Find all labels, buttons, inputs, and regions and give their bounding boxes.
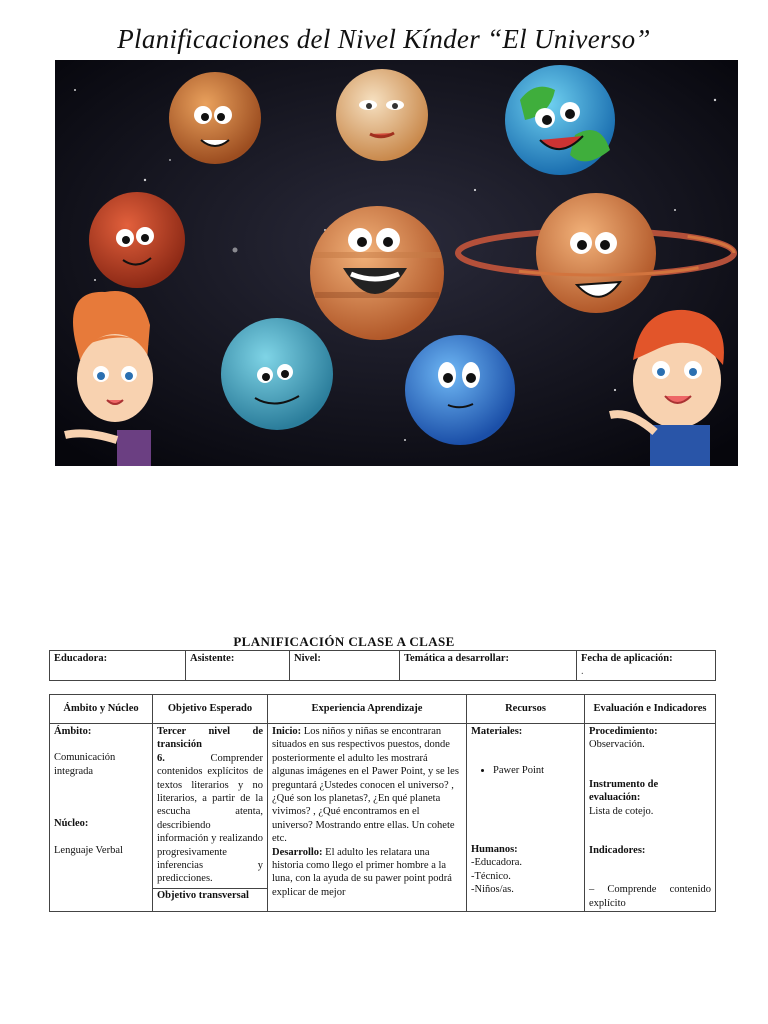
header-ambito: Ámbito y Núcleo [50, 695, 153, 724]
humanos-item: -Técnico. [471, 870, 511, 882]
ambito-label: Ámbito: [54, 726, 92, 737]
planet-earth-icon [505, 65, 615, 175]
material-item: • Pawer Point [493, 764, 580, 777]
objetivo-cell [153, 724, 268, 912]
instrumento-label: Instrumento de evaluación: [589, 778, 659, 804]
humanos-item: -Niños/as. [471, 884, 514, 896]
tematica-label: Temática a desarrollar: [404, 653, 509, 664]
objetivo-level: Tercer nivel de transición [157, 726, 263, 751]
banner-image [55, 60, 738, 466]
procedimiento-label: Procedimiento: [589, 726, 658, 737]
educadora-label: Educadora: [54, 653, 108, 664]
fecha-value: . [581, 666, 584, 678]
materiales-list [471, 764, 580, 777]
sheet-title: PLANIFICACIÓN CLASE A CLASE [233, 634, 455, 649]
planning-table [49, 694, 716, 912]
desarrollo-label: Desarrollo: [272, 846, 323, 858]
humanos-item: -Educadora. [471, 857, 523, 869]
objetivo-text: Comprender contenidos explícitos de textos literarios y no literarios, a partir de la escucha atenta, describiendo información y realizando progresivamente inferencias y predicciones. [157, 752, 263, 885]
instrumento-value: Lista de cotejo. [589, 805, 654, 817]
table-header-row [50, 695, 716, 724]
nucleo-label: Núcleo: [54, 818, 89, 830]
info-table [49, 650, 716, 681]
desarrollo-text: El adulto les relatara una historia como llego el primer hombre a la luna, con la ayuda de su pawer point podrá explicar de mejor [272, 846, 452, 898]
indicador-value: – Comprende contenido explícito [589, 884, 711, 909]
planet-jupiter-icon [310, 206, 444, 340]
planet-neptune-icon [405, 335, 515, 445]
evaluacion-cell [585, 724, 716, 912]
page-title: Planificaciones del Nivel Kínder “El Universo” [117, 24, 651, 54]
objetivo-number: 6. [157, 752, 165, 764]
fecha-label: Fecha de aplicación: [581, 653, 673, 664]
table-row [50, 724, 716, 912]
nivel-cell [290, 651, 400, 681]
indicadores-label: Indicadores: [589, 845, 646, 857]
procedimiento-value: Observación. [589, 739, 645, 751]
asistente-label: Asistente: [190, 653, 235, 664]
ambito-cell [50, 724, 153, 912]
planet-uranus-icon [221, 318, 333, 430]
experiencia-cell [268, 724, 467, 912]
objetivo-transversal: Objetivo transversal [153, 888, 267, 902]
nivel-label: Nivel: [294, 653, 321, 664]
header-evaluacion: Evaluación e Indicadores [585, 695, 716, 724]
educadora-cell [50, 651, 186, 681]
inicio-text: Los niños y niñas se encontraran situados en sus respectivos puestos, donde posteriormente el adulto les mostrará algunas imágenes en el Pawer Point, y se les preguntará ¿Ustedes conocen el universo? , ¿Qué son los planetas?, ¿En qué planeta vivimos? , ¿Qué encontramos en el universo? Mostrando entre ellas. Un cohete etc. [272, 726, 459, 845]
header-recursos: Recursos [467, 695, 585, 724]
nucleo-value: Lenguaje Verbal [54, 844, 123, 856]
ambito-value: Comunicación integrada [54, 752, 116, 777]
tematica-cell [400, 651, 577, 681]
header-objetivo: Objetivo Esperado [153, 695, 268, 724]
materiales-label: Materiales: [471, 726, 523, 737]
header-experiencia: Experiencia Aprendizaje [268, 695, 467, 724]
planet-venus-icon [169, 72, 261, 164]
planet-mars-icon [89, 192, 185, 288]
planet-saturn-cream-icon [336, 69, 428, 161]
fecha-cell [577, 651, 716, 681]
recursos-cell [467, 724, 585, 912]
asistente-cell [186, 651, 290, 681]
inicio-label: Inicio: [272, 726, 302, 737]
humanos-label: Humanos: [471, 843, 518, 855]
